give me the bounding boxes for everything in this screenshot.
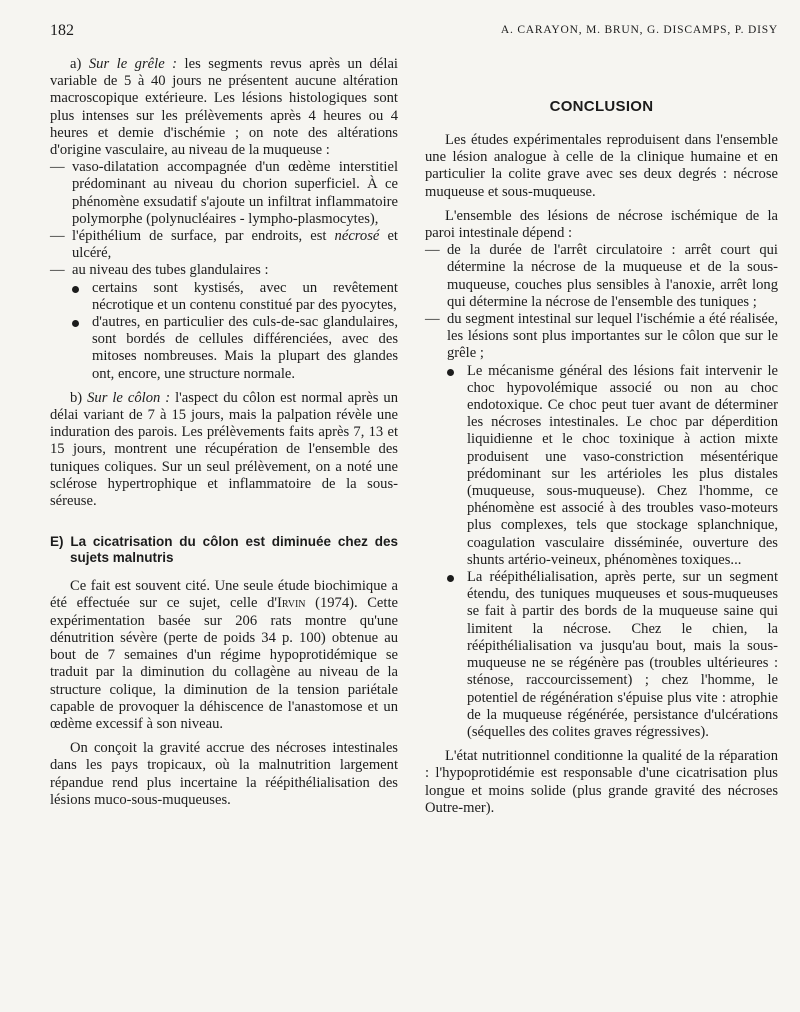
dash-item: — de la durée de l'arrêt circulatoire : arrêt court qui détermine la nécrose de la muqueuse et de la sous-muqueuse, couches plus sensibles à l'anoxie, arrêt long qui détermine la nécrose de l'ensemble des tuniques ; <box>425 242 778 311</box>
paragraph: L'état nutritionnel conditionne la qualité de la réparation : l'hypoprotidémie est responsable d'une cicatrisation plus longue et moins solide (plus grande gravité des nécroses Outre-mer). <box>425 748 778 816</box>
right-column <box>425 132 778 817</box>
paragraph: On conçoit la gravité accrue des nécroses intestinales dans les pays tropicaux, où la malnutrition largement répandue rend plus incertaine la réépithélialisation des lésions muco-sous-muqueuses. <box>50 740 398 808</box>
subsection-title-grele: Sur le grêle : <box>88 56 178 72</box>
paragraph: Les études expérimentales reproduisent dans l'ensemble une lésion analogue à celle de la clinique humaine et en particulier la colite grave avec ses deux degrés : nécrose muqueuse et sous-muqueuse. <box>425 132 778 200</box>
dash-item: — au niveau des tubes glandulaires : <box>50 262 398 279</box>
dash-item: — du segment intestinal sur lequel l'ischémie a été réalisée, les lésions sont plus importantes sur le côlon que sur le grêle ; <box>425 311 778 363</box>
page-number: 182 <box>50 22 74 39</box>
bullet-item: d'autres, en particulier des culs-de-sac glandulaires, sont bordés de cellules différenciées, avec des mitoses nombreuses. Mais la plupart des glandes ont, encore, une structure normale. <box>70 314 398 383</box>
bullet-item: La réépithélialisation, après perte, sur un segment étendu, des tuniques muqueuses et sous-muqueuses se fait à partir des bords de la muqueuse saine qui limitent la nécrose. Chez le chien, la réépithélialisation va jusqu'au bout, mais la sous-muqueuse ne se régénère pas (troubles ultérieures : sténose, raccourcissement) ; chez l'homme, le potentiel de régénération s'épuise plus vite : atrophie de la muqueuse régénérée, persistance d'ulcérations (séquelles des colites graves régressives). <box>445 569 778 741</box>
bullet-item: certains sont kystisés, avec un revêtement nécrotique et un contenu constitué par des pyocytes, <box>70 280 398 314</box>
paragraph-b: b) Sur le côlon : l'aspect du côlon est normal après un délai variant de 7 à 15 jours, mais la palpation révèle une induration des parois. Les prélèvements faits après 7, 13 et 15 jours, montrent une récupération de l'ensemble des tuniques coliques. Sur un seul prélèvement, on a noté une sclérose hypertrophique et inflammatoire de la sous-séreuse. <box>50 389 398 510</box>
running-authors: A. CARAYON, M. BRUN, G. DISCAMPS, P. DISY <box>500 24 778 36</box>
section-heading-e: E) La cicatrisation du côlon est diminuée chez des sujets malnutris <box>50 534 398 566</box>
subsection-title-colon: Sur le côlon : <box>87 389 171 406</box>
paragraph: Ce fait est souvent cité. Une seule étude biochimique a été effectuée sur ce sujet, celle d'Irvin (1974). Cette expérimentation basée sur 206 rats montre qu'une dénutrition sévère (perte de poids 34 p. 100) obtenue au bout de 7 semaines d'un régime hypoprotidémique se traduit par la diminution du collagène au niveau de la structure colique, la diminution de la tension pariétale capable de provoquer la déhiscence de l'anastomose et un œdème excessif à son niveau. <box>50 578 398 732</box>
paragraph-a: a) Sur le grêle : les segments revus après un délai variable de 5 à 40 jours ne présentent aucune altération macroscopique extérieure. Les lésions histologiques sont plus intenses sur les prélèvements après 4 heures ou 4 heures et demie d'ischémie ; on note des altérations d'origine vasculaire, au niveau de la muqueuse : <box>50 56 398 159</box>
dash-item: — l'épithélium de surface, par endroits, est nécrosé et ulcéré, <box>50 228 398 262</box>
bullet-item: Le mécanisme général des lésions fait intervenir le choc hypovolémique associé ou non au choc endotoxique. Ce choc peut tuer avant de déterminer les nécroses intestinales. Le choc par déperdition liquidienne et le choc toxinique à action mixte produisent une vaso-constriction mésentérique prédominant sur les artérioles les plus distales (muqueuse, sous-muqueuse). Chez l'homme, ce phénomène est associé à des troubles vaso-moteurs plus complexes, tels que stockage splanchnique, coagulation vasculaire disséminée, ouverture des shunts artério-veineux, phénomènes toxiques... <box>445 363 778 569</box>
left-column <box>50 56 398 809</box>
conclusion-heading: CONCLUSION <box>549 98 654 115</box>
page-header <box>50 22 778 42</box>
paragraph: L'ensemble des lésions de nécrose ischémique de la paroi intestinale dépend : <box>425 207 778 242</box>
dash-item: — vaso-dilatation accompagnée d'un œdème interstitiel prédominant au niveau du chorion superficiel. À ce phénomène exsudatif s'ajoute un infiltrat inflammatoire polymorphe (polynucléaires - lympho-plasmocytes), <box>50 159 398 228</box>
